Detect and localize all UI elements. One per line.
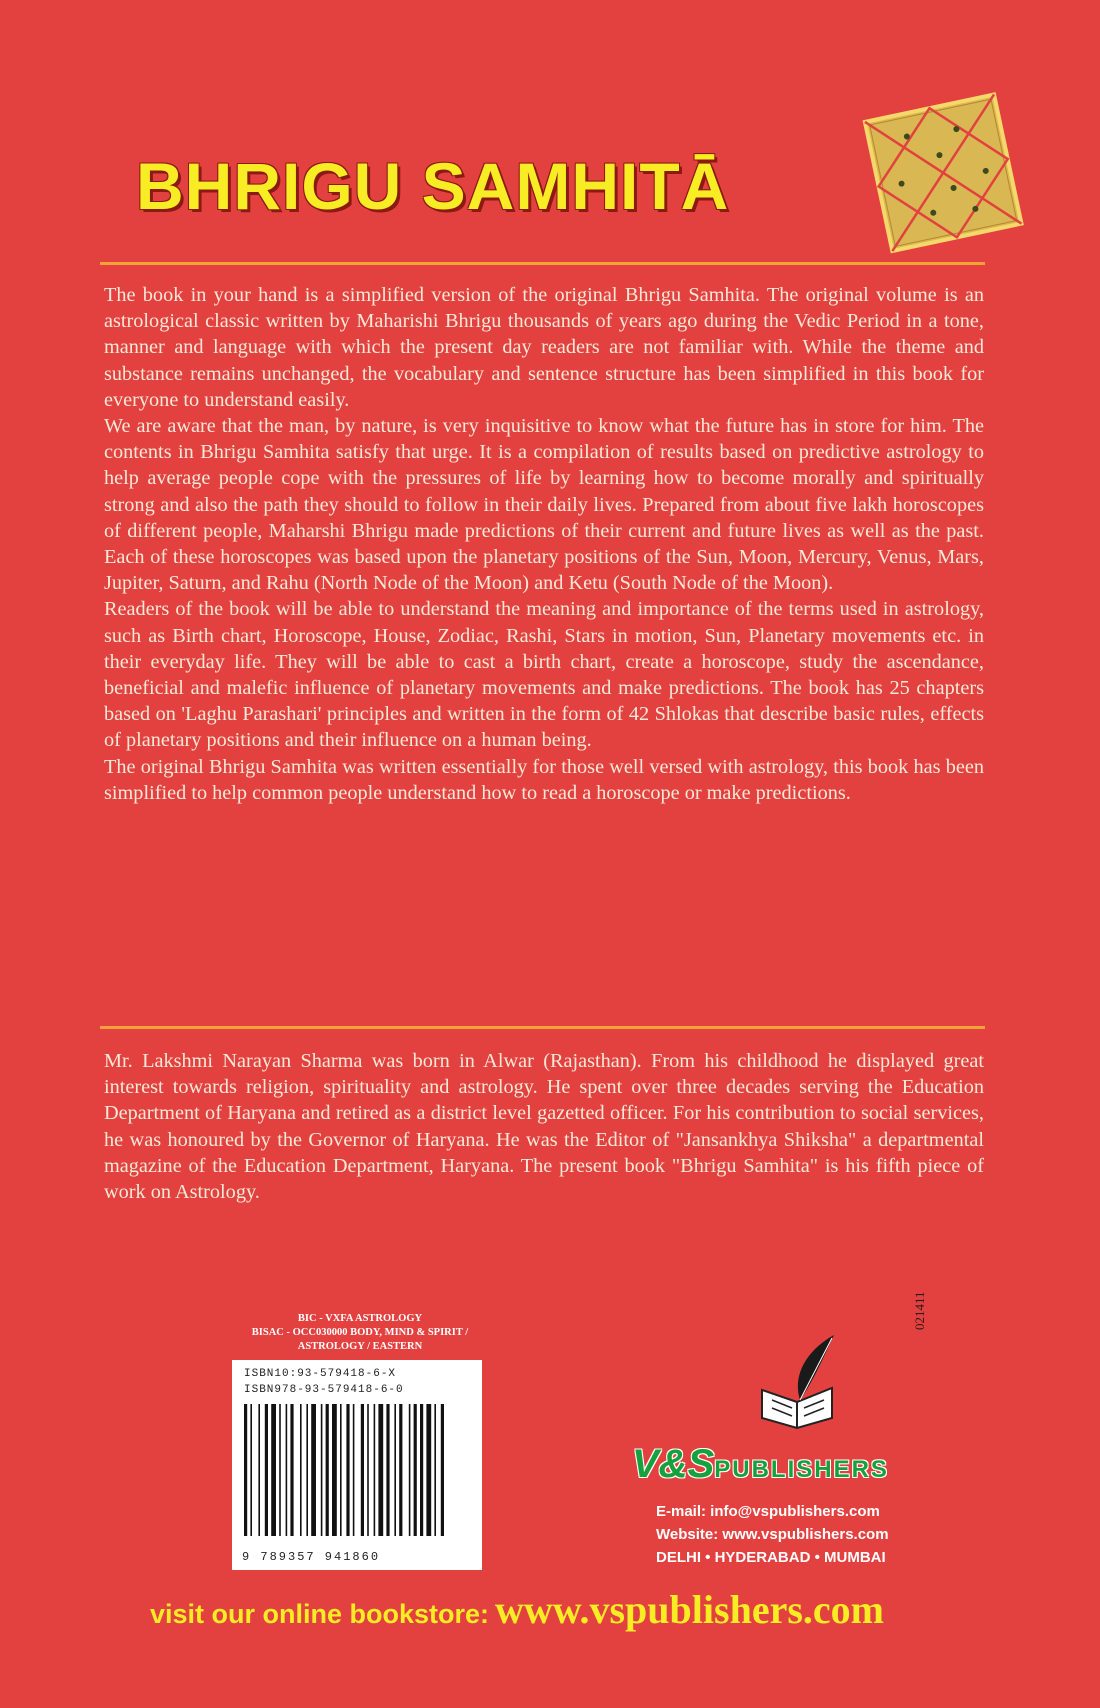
description-paragraph: Readers of the book will be able to understand the meaning and importance of the terms used in astrology, such as Birth chart, Horoscope, House, Zodiac, Rashi, Stars in motion, Sun, Planetary movements etc. in their everyday life. They will be able to cast a birth chart, create a horoscope, study the ascendance, beneficial and malefic influence of planetary movements and make predictions. The book has 25 chapters based on 'Laghu Parashari' principles and written in the form of 42 Shlokas that describe basic rules, effects of planetary positions and their influence on a human being. [104,598,984,752]
barcode-digits: 9 789357 941860 [242,1550,381,1564]
book-title: BHRIGU SAMHITĀ [136,149,730,223]
bic-code: BIC - VXFA ASTROLOGY [297,1313,423,1324]
print-code: 021411 [912,1291,927,1330]
publisher-email: E-mail: info@vspublishers.com [656,1503,880,1520]
publisher-name-lead: V&S [632,1442,715,1486]
isbn10: ISBN10:93-579418-6-X [244,1368,397,1380]
description-paragraph: The original Bhrigu Samhita was written essentially for those well versed with astrology, this book has been simplified to help common people understand how to read a horoscope or make predictions. [104,755,984,804]
classification-codes [240,1312,480,1354]
book-quill-logo-icon [752,1330,842,1430]
divider-bottom [100,1026,985,1029]
online-bookstore-banner [150,1586,884,1633]
divider-top [100,262,985,265]
bookstore-url: www.vspublishers.com [495,1587,884,1632]
description-paragraph: We are aware that the man, by nature, is very inquisitive to know what the future has in store for him. The contents in Bhrigu Samhita satisfy that urge. It is a compilation of results based on predictive astrology to help average people cope with the pressures of life by learning how to become morally and spiritually strong and also the path they should to follow in their daily lives. Prepared from about five lakh horoscopes of different people, Maharshi Bhrigu made predictions of their current and future lives as well as the past. Each of these horoscopes was based upon the planetary positions of the Sun, Moon, Mercury, Venus, Mars, Jupiter, Saturn, and Rahu (North Node of the Moon) and Ketu (South Node of the Moon). [104,415,984,595]
bookstore-lead: visit our online bookstore: [150,1599,490,1629]
bisac-code: BISAC - OCC030000 BODY, MIND & SPIRIT / ASTROLOGY / EASTERN [251,1327,469,1352]
publisher-cities: DELHI • HYDERABAD • MUMBAI [656,1549,886,1566]
publisher-name [632,1442,889,1487]
publisher-website: Website: www.vspublishers.com [656,1526,889,1543]
publisher-name-rest: PUBLISHERS [714,1456,889,1483]
barcode-panel [232,1360,482,1570]
description-paragraph: The book in your hand is a simplified version of the original Bhrigu Samhita. The original volume is an astrological classic written by Maharishi Bhrigu thousands of years ago during the Vedic Period in a tone, manner and language with which the present day readers are not familiar with. While the theme and substance remains unchanged, the vocabulary and sentence structure has been simplified in this book for everyone to understand easily. [104,284,984,411]
horoscope-chart-icon [855,85,1030,260]
isbn13: ISBN978-93-579418-6-0 [244,1384,404,1396]
barcode-icon [240,1404,474,1544]
book-description [104,282,984,806]
publisher-contact [656,1500,956,1569]
author-bio: Mr. Lakshmi Narayan Sharma was born in Alwar (Rajasthan). From his childhood he displayed great interest towards religion, spirituality and astrology. He spent over three decades serving the Education Department of Haryana and retired as a district level gazetted officer. For his contribution to social services, he was honoured by the Governor of Haryana. He was the Editor of "Jansankhya Shiksha" a departmental magazine of the Education Department, Haryana. The present book "Bhrigu Samhita" is his fifth piece of work on Astrology. [104,1050,984,1204]
